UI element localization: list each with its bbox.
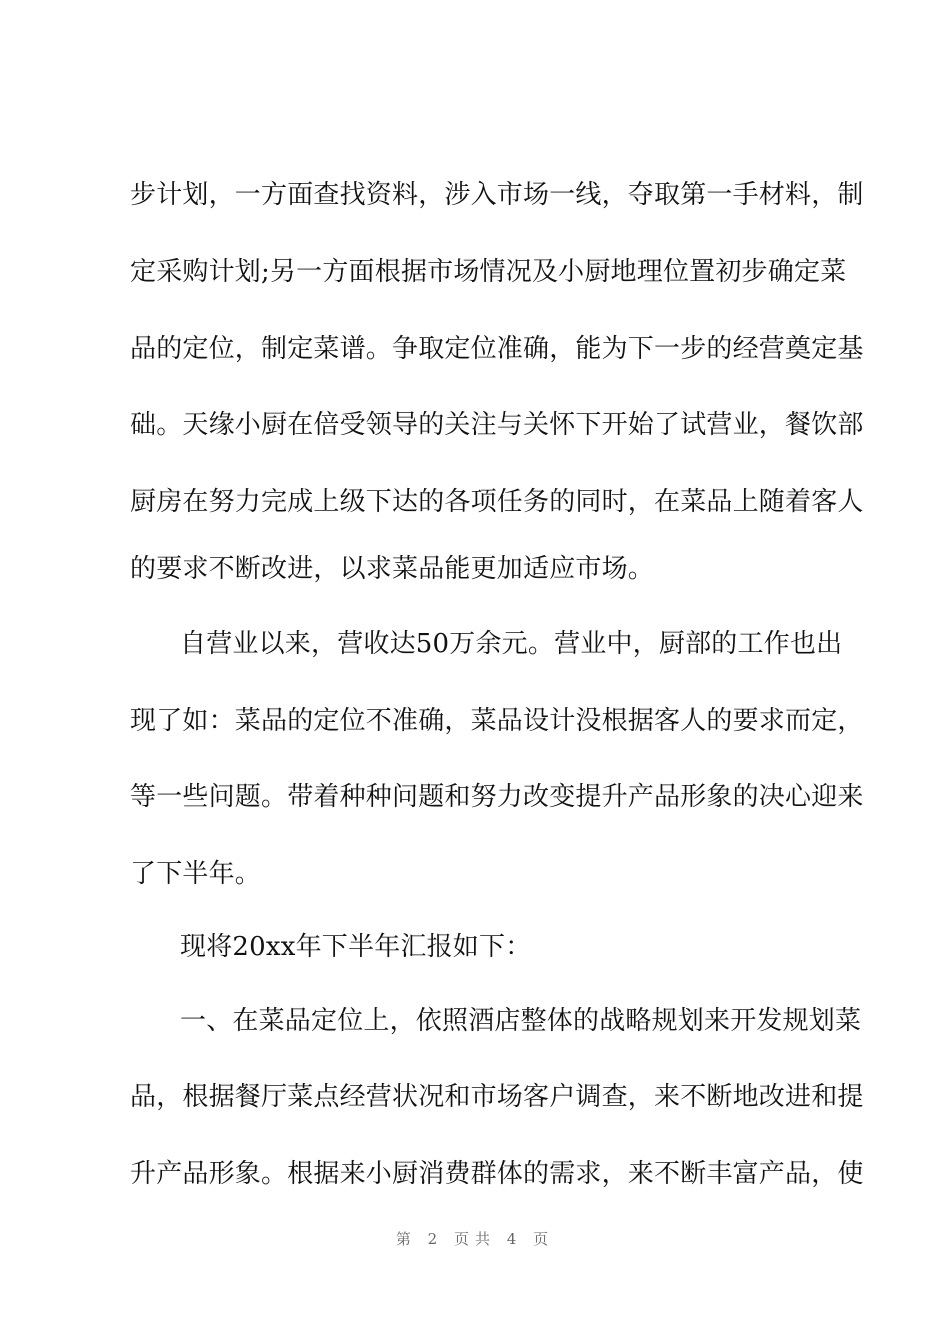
paragraph-line-3: 品的定位，制定菜谱。争取定位准确，能为下一步的经营奠定基 [130,334,864,364]
page-footer: 第 2 页共 4 页 [395,1230,555,1248]
paragraph-line-10: 了下半年。 [130,859,262,889]
paragraph-line-2: 定采购计划;另一方面根据市场情况及小厨地理位置初步确定菜 [130,257,847,287]
paragraph-line-5: 厨房在努力完成上级下达的各项任务的同时，在菜品上随着客人 [130,487,864,517]
paragraph-line-6: 的要求不断改进，以求菜品能更加适应市场。 [130,554,655,584]
paragraph-line-7: 自营业以来，营收达50万余元。营业中，厨部的工作也出 [180,629,843,659]
paragraph-line-8: 现了如：菜品的定位不准确，菜品设计没根据客人的要求而定， [130,706,864,736]
paragraph-line-13: 品，根据餐厅菜点经营状况和市场客户调查，来不断地改进和提 [130,1082,864,1112]
paragraph-line-14: 升产品形象。根据来小厨消费群体的需求，来不断丰富产品，使 [130,1159,864,1189]
paragraph-line-1: 步计划，一方面查找资料，涉入市场一线，夺取第一手材料，制 [130,180,864,210]
paragraph-line-9: 等一些问题。带着种种问题和努力改变提升产品形象的决心迎来 [130,782,864,812]
paragraph-line-12: 一、在菜品定位上，依照酒店整体的战略规划来开发规划菜 [180,1006,862,1036]
paragraph-line-4: 础。天缘小厨在倍受领导的关注与关怀下开始了试营业，餐饮部 [130,410,864,440]
paragraph-line-11: 现将20xx年下半年汇报如下： [180,932,532,962]
